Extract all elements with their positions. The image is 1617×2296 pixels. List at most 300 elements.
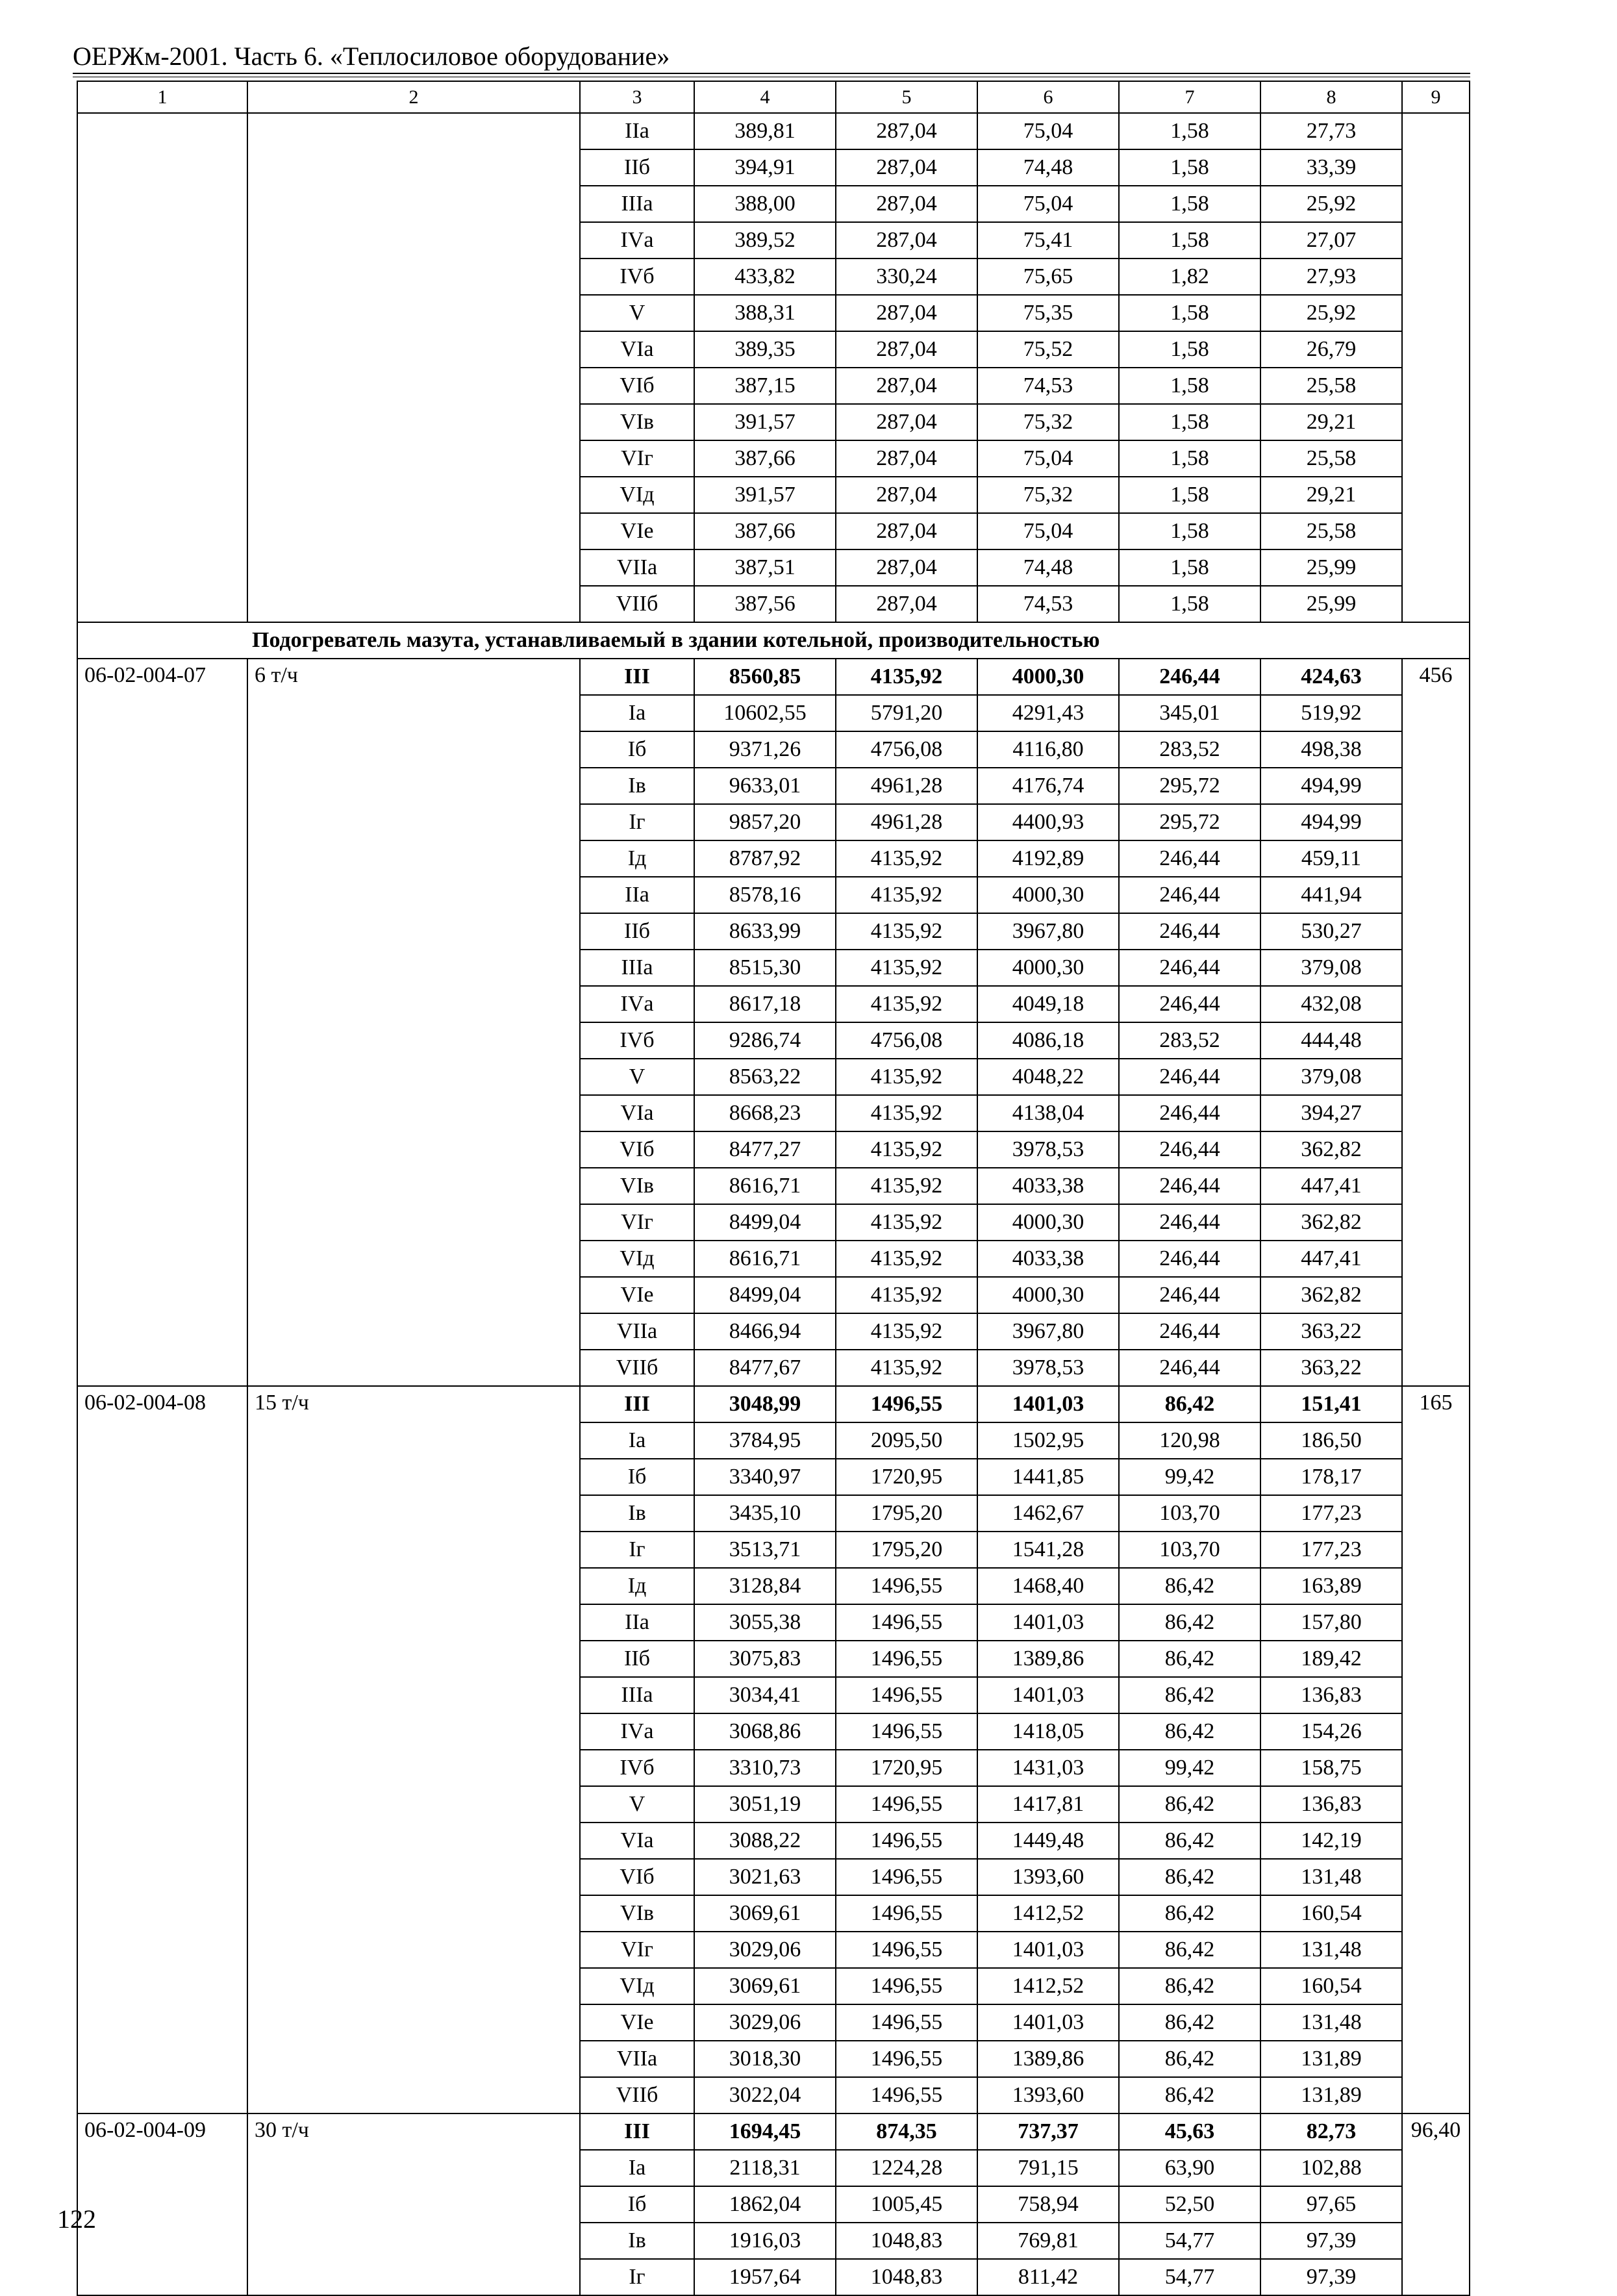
table-cell: 3978,53 bbox=[977, 1131, 1119, 1168]
code-cell-empty bbox=[77, 113, 247, 622]
table-cell: IVб bbox=[580, 1750, 694, 1786]
table-cell: 27,73 bbox=[1260, 113, 1402, 149]
table-cell: 86,42 bbox=[1119, 1386, 1260, 1422]
table-cell: 246,44 bbox=[1119, 1095, 1260, 1131]
table-cell: 75,41 bbox=[977, 222, 1119, 259]
table-cell: 287,04 bbox=[836, 477, 977, 513]
table-cell: 287,04 bbox=[836, 368, 977, 404]
table-cell: Iб bbox=[580, 1459, 694, 1495]
table-cell: 295,72 bbox=[1119, 768, 1260, 804]
table-cell: 441,94 bbox=[1260, 877, 1402, 913]
table-cell: 86,42 bbox=[1119, 1968, 1260, 2004]
table-cell: 26,79 bbox=[1260, 331, 1402, 368]
table-cell: 151,41 bbox=[1260, 1386, 1402, 1422]
table-cell: 287,04 bbox=[836, 513, 977, 549]
table-cell: 4000,30 bbox=[977, 1277, 1119, 1313]
table-cell: 330,24 bbox=[836, 259, 977, 295]
table-cell: 345,01 bbox=[1119, 695, 1260, 731]
table-cell: 86,42 bbox=[1119, 1786, 1260, 1823]
table-cell: 4961,28 bbox=[836, 768, 977, 804]
table-cell: 1401,03 bbox=[977, 1677, 1119, 1713]
table-cell: 97,65 bbox=[1260, 2186, 1402, 2223]
table-cell: 27,07 bbox=[1260, 222, 1402, 259]
table-cell: 1389,86 bbox=[977, 1641, 1119, 1677]
table-cell: 1720,95 bbox=[836, 1750, 977, 1786]
table-cell: Iа bbox=[580, 695, 694, 731]
table-cell: VIа bbox=[580, 331, 694, 368]
table-cell: 86,42 bbox=[1119, 2077, 1260, 2113]
table-cell: 102,88 bbox=[1260, 2150, 1402, 2186]
table-row bbox=[77, 659, 1470, 695]
section-title-row bbox=[77, 622, 1470, 659]
table-cell: 1,58 bbox=[1119, 549, 1260, 586]
table-cell: IIIа bbox=[580, 950, 694, 986]
table-cell: 4135,92 bbox=[836, 1168, 977, 1204]
column-header: 9 bbox=[1402, 81, 1470, 113]
column-header: 5 bbox=[836, 81, 977, 113]
table-cell: 287,04 bbox=[836, 404, 977, 440]
table-cell: 157,80 bbox=[1260, 1604, 1402, 1641]
table-cell: IVа bbox=[580, 222, 694, 259]
item-name: 15 т/ч bbox=[247, 1386, 580, 2113]
table-cell: 246,44 bbox=[1119, 1241, 1260, 1277]
table-cell: 1496,55 bbox=[836, 1641, 977, 1677]
table-cell: 1,58 bbox=[1119, 149, 1260, 186]
table-cell: 75,32 bbox=[977, 404, 1119, 440]
table-cell: 1,58 bbox=[1119, 186, 1260, 222]
table-cell: 8633,99 bbox=[694, 913, 836, 950]
table-cell: 8466,94 bbox=[694, 1313, 836, 1350]
table-cell: 246,44 bbox=[1119, 950, 1260, 986]
table-cell: 8499,04 bbox=[694, 1204, 836, 1241]
table-cell: 1496,55 bbox=[836, 2004, 977, 2041]
table-cell: 2095,50 bbox=[836, 1422, 977, 1459]
column-header: 1 bbox=[77, 81, 247, 113]
table-cell: 75,04 bbox=[977, 513, 1119, 549]
table-cell: 1694,45 bbox=[694, 2113, 836, 2150]
table-cell: 75,04 bbox=[977, 113, 1119, 149]
table-cell: 74,53 bbox=[977, 368, 1119, 404]
table-cell: 1,58 bbox=[1119, 477, 1260, 513]
table-cell: VIв bbox=[580, 1895, 694, 1932]
item-code: 06-02-004-07 bbox=[77, 659, 247, 1386]
table-cell: VIе bbox=[580, 513, 694, 549]
table-cell: 4135,92 bbox=[836, 1131, 977, 1168]
table-cell: 769,81 bbox=[977, 2223, 1119, 2259]
table-cell: V bbox=[580, 295, 694, 331]
table-cell: 391,57 bbox=[694, 477, 836, 513]
table-cell: 8477,27 bbox=[694, 1131, 836, 1168]
table-cell: III bbox=[580, 2113, 694, 2150]
table-cell: 4135,92 bbox=[836, 1095, 977, 1131]
table-cell: 246,44 bbox=[1119, 659, 1260, 695]
table-cell: 1496,55 bbox=[836, 1895, 977, 1932]
table-cell: 4961,28 bbox=[836, 804, 977, 840]
table-cell: 86,42 bbox=[1119, 1677, 1260, 1713]
table-cell: 389,35 bbox=[694, 331, 836, 368]
table-cell: VIIб bbox=[580, 586, 694, 622]
table-cell: 1,58 bbox=[1119, 295, 1260, 331]
item-code: 06-02-004-09 bbox=[77, 2113, 247, 2295]
table-cell: 287,04 bbox=[836, 222, 977, 259]
table-cell: Iб bbox=[580, 2186, 694, 2223]
table-cell: 494,99 bbox=[1260, 804, 1402, 840]
column-header-row bbox=[77, 81, 1470, 113]
table-cell: 387,51 bbox=[694, 549, 836, 586]
item-name: 6 т/ч bbox=[247, 659, 580, 1386]
table-cell: 246,44 bbox=[1119, 1059, 1260, 1095]
table-cell: 1720,95 bbox=[836, 1459, 977, 1495]
table-cell: III bbox=[580, 1386, 694, 1422]
table-cell: 3784,95 bbox=[694, 1422, 836, 1459]
table-cell: 295,72 bbox=[1119, 804, 1260, 840]
table-cell: 1496,55 bbox=[836, 1968, 977, 2004]
table-cell: 9633,01 bbox=[694, 768, 836, 804]
table-cell: 4049,18 bbox=[977, 986, 1119, 1022]
table-cell: 75,35 bbox=[977, 295, 1119, 331]
table-cell: 4135,92 bbox=[836, 1277, 977, 1313]
table-cell: 142,19 bbox=[1260, 1823, 1402, 1859]
table-cell: 45,63 bbox=[1119, 2113, 1260, 2150]
table-cell: IVб bbox=[580, 1022, 694, 1059]
table-cell: 1957,64 bbox=[694, 2259, 836, 2295]
table-cell: 363,22 bbox=[1260, 1350, 1402, 1386]
table-cell: 131,89 bbox=[1260, 2041, 1402, 2077]
table-cell: VIд bbox=[580, 477, 694, 513]
table-cell: 494,99 bbox=[1260, 768, 1402, 804]
table-cell: 86,42 bbox=[1119, 1895, 1260, 1932]
table-cell: 25,58 bbox=[1260, 513, 1402, 549]
table-cell: 75,52 bbox=[977, 331, 1119, 368]
column-header: 6 bbox=[977, 81, 1119, 113]
table-cell: 246,44 bbox=[1119, 1131, 1260, 1168]
table-cell: VIе bbox=[580, 2004, 694, 2041]
table-cell: 74,48 bbox=[977, 149, 1119, 186]
table-cell: 1005,45 bbox=[836, 2186, 977, 2223]
table-cell: 1,58 bbox=[1119, 586, 1260, 622]
table-cell: 4756,08 bbox=[836, 731, 977, 768]
table-cell: 131,48 bbox=[1260, 1859, 1402, 1895]
table-cell: 4135,92 bbox=[836, 1241, 977, 1277]
table-cell: 424,63 bbox=[1260, 659, 1402, 695]
column-header: 3 bbox=[580, 81, 694, 113]
table-cell: 4135,92 bbox=[836, 913, 977, 950]
table-cell: 9371,26 bbox=[694, 731, 836, 768]
table-cell: 3022,04 bbox=[694, 2077, 836, 2113]
table-cell: 444,48 bbox=[1260, 1022, 1402, 1059]
table-cell: 163,89 bbox=[1260, 1568, 1402, 1604]
table-cell: 54,77 bbox=[1119, 2223, 1260, 2259]
table-cell: 25,99 bbox=[1260, 549, 1402, 586]
table-cell: 791,15 bbox=[977, 2150, 1119, 2186]
table-cell: 33,39 bbox=[1260, 149, 1402, 186]
table-cell: 25,92 bbox=[1260, 295, 1402, 331]
table-cell: 1,58 bbox=[1119, 513, 1260, 549]
table-cell: 1412,52 bbox=[977, 1968, 1119, 2004]
table-cell: VIг bbox=[580, 1932, 694, 1968]
table-cell: 1496,55 bbox=[836, 1823, 977, 1859]
table-cell: 1496,55 bbox=[836, 2041, 977, 2077]
item-code: 06-02-004-08 bbox=[77, 1386, 247, 2113]
table-cell: 74,53 bbox=[977, 586, 1119, 622]
table-cell: 387,15 bbox=[694, 368, 836, 404]
table-cell: 4291,43 bbox=[977, 695, 1119, 731]
table-cell: VIIа bbox=[580, 2041, 694, 2077]
item-col9: 456 bbox=[1402, 659, 1470, 1386]
table-cell: 4000,30 bbox=[977, 877, 1119, 913]
table-cell: 177,23 bbox=[1260, 1532, 1402, 1568]
table-cell: 9857,20 bbox=[694, 804, 836, 840]
table-cell: 4756,08 bbox=[836, 1022, 977, 1059]
table-cell: 432,08 bbox=[1260, 986, 1402, 1022]
column-header: 4 bbox=[694, 81, 836, 113]
table-cell: 387,66 bbox=[694, 513, 836, 549]
table-cell: 287,04 bbox=[836, 440, 977, 477]
table-cell: 52,50 bbox=[1119, 2186, 1260, 2223]
table-cell: 362,82 bbox=[1260, 1277, 1402, 1313]
table-cell: 3051,19 bbox=[694, 1786, 836, 1823]
table-cell: 97,39 bbox=[1260, 2259, 1402, 2295]
table-cell: 8616,71 bbox=[694, 1168, 836, 1204]
table-cell: 75,32 bbox=[977, 477, 1119, 513]
table-cell: 1401,03 bbox=[977, 2004, 1119, 2041]
table-cell: VIв bbox=[580, 1168, 694, 1204]
table-cell: 246,44 bbox=[1119, 1313, 1260, 1350]
table-cell: IIб bbox=[580, 149, 694, 186]
table-cell: 86,42 bbox=[1119, 1932, 1260, 1968]
table-cell: 389,52 bbox=[694, 222, 836, 259]
table-cell: 4135,92 bbox=[836, 1059, 977, 1095]
table-cell: 387,66 bbox=[694, 440, 836, 477]
table-cell: 4116,80 bbox=[977, 731, 1119, 768]
table-cell: 4135,92 bbox=[836, 1204, 977, 1241]
table-cell: 387,56 bbox=[694, 586, 836, 622]
table-cell: 530,27 bbox=[1260, 913, 1402, 950]
table-cell: 1496,55 bbox=[836, 1568, 977, 1604]
table-cell: 3088,22 bbox=[694, 1823, 836, 1859]
table-cell: 498,38 bbox=[1260, 731, 1402, 768]
table-cell: 1496,55 bbox=[836, 1859, 977, 1895]
table-cell: 10602,55 bbox=[694, 695, 836, 731]
table-cell: 75,04 bbox=[977, 186, 1119, 222]
table-cell: 189,42 bbox=[1260, 1641, 1402, 1677]
table-cell: 4033,38 bbox=[977, 1168, 1119, 1204]
table-cell: 86,42 bbox=[1119, 2004, 1260, 2041]
table-cell: IIб bbox=[580, 913, 694, 950]
table-cell: 3029,06 bbox=[694, 2004, 836, 2041]
table-cell: 86,42 bbox=[1119, 1641, 1260, 1677]
table-cell: VIб bbox=[580, 1859, 694, 1895]
table-cell: 2118,31 bbox=[694, 2150, 836, 2186]
table-cell: 3018,30 bbox=[694, 2041, 836, 2077]
table-cell: V bbox=[580, 1059, 694, 1095]
table-cell: 388,00 bbox=[694, 186, 836, 222]
table-cell: Iв bbox=[580, 1495, 694, 1532]
table-cell: 394,91 bbox=[694, 149, 836, 186]
table-cell: 82,73 bbox=[1260, 2113, 1402, 2150]
table-cell: 283,52 bbox=[1119, 1022, 1260, 1059]
table-cell: 160,54 bbox=[1260, 1895, 1402, 1932]
table-cell: 1468,40 bbox=[977, 1568, 1119, 1604]
table-cell: III bbox=[580, 659, 694, 695]
table-cell: 27,93 bbox=[1260, 259, 1402, 295]
table-cell: 1449,48 bbox=[977, 1823, 1119, 1859]
table-cell: 4000,30 bbox=[977, 1204, 1119, 1241]
table-cell: 3128,84 bbox=[694, 1568, 836, 1604]
table-cell: 8563,22 bbox=[694, 1059, 836, 1095]
table-cell: 811,42 bbox=[977, 2259, 1119, 2295]
table-cell: 3069,61 bbox=[694, 1895, 836, 1932]
table-cell: 25,99 bbox=[1260, 586, 1402, 622]
table-cell: 3978,53 bbox=[977, 1350, 1119, 1386]
table-cell: 4000,30 bbox=[977, 950, 1119, 986]
table-cell: 131,48 bbox=[1260, 1932, 1402, 1968]
table-cell: 4135,92 bbox=[836, 840, 977, 877]
table-cell: 1389,86 bbox=[977, 2041, 1119, 2077]
table-cell: 158,75 bbox=[1260, 1750, 1402, 1786]
table-cell: VIIб bbox=[580, 2077, 694, 2113]
table-cell: 29,21 bbox=[1260, 404, 1402, 440]
table-cell: 246,44 bbox=[1119, 877, 1260, 913]
table-cell: 86,42 bbox=[1119, 1604, 1260, 1641]
table-cell: 4176,74 bbox=[977, 768, 1119, 804]
table-cell: 1496,55 bbox=[836, 1932, 977, 1968]
table-cell: 4192,89 bbox=[977, 840, 1119, 877]
table-cell: 4135,92 bbox=[836, 950, 977, 986]
table-cell: 3021,63 bbox=[694, 1859, 836, 1895]
table-cell: 287,04 bbox=[836, 295, 977, 331]
table-cell: 3069,61 bbox=[694, 1968, 836, 2004]
table-cell: 8515,30 bbox=[694, 950, 836, 986]
col9-cell-empty bbox=[1402, 113, 1470, 622]
table-cell: IIа bbox=[580, 113, 694, 149]
table-cell: 388,31 bbox=[694, 295, 836, 331]
table-cell: IIIа bbox=[580, 1677, 694, 1713]
table-cell: 394,27 bbox=[1260, 1095, 1402, 1131]
table-cell: 1862,04 bbox=[694, 2186, 836, 2223]
table-cell: 1496,55 bbox=[836, 1386, 977, 1422]
table-cell: 120,98 bbox=[1119, 1422, 1260, 1459]
table-cell: VIб bbox=[580, 368, 694, 404]
table-cell: 3048,99 bbox=[694, 1386, 836, 1422]
table-cell: VIIб bbox=[580, 1350, 694, 1386]
table-cell: VIе bbox=[580, 1277, 694, 1313]
table-cell: 1,82 bbox=[1119, 259, 1260, 295]
table-cell: 1,58 bbox=[1119, 404, 1260, 440]
table-cell: 287,04 bbox=[836, 186, 977, 222]
table-cell: 1502,95 bbox=[977, 1422, 1119, 1459]
table-cell: 8477,67 bbox=[694, 1350, 836, 1386]
table-cell: 25,58 bbox=[1260, 440, 1402, 477]
table-cell: 246,44 bbox=[1119, 913, 1260, 950]
table-cell: 433,82 bbox=[694, 259, 836, 295]
table-cell: 25,92 bbox=[1260, 186, 1402, 222]
table-cell: 4135,92 bbox=[836, 1313, 977, 1350]
table-cell: VIг bbox=[580, 1204, 694, 1241]
table-cell: 1795,20 bbox=[836, 1532, 977, 1568]
table-cell: 447,41 bbox=[1260, 1241, 1402, 1277]
table-cell: 1,58 bbox=[1119, 440, 1260, 477]
table-cell: 3435,10 bbox=[694, 1495, 836, 1532]
table-cell: 519,92 bbox=[1260, 695, 1402, 731]
table-cell: 99,42 bbox=[1119, 1750, 1260, 1786]
table-cell: 177,23 bbox=[1260, 1495, 1402, 1532]
table-cell: 1496,55 bbox=[836, 1604, 977, 1641]
table-cell: 75,65 bbox=[977, 259, 1119, 295]
table-cell: Iв bbox=[580, 2223, 694, 2259]
table-cell: 4135,92 bbox=[836, 986, 977, 1022]
table-cell: 362,82 bbox=[1260, 1204, 1402, 1241]
table-cell: 8787,92 bbox=[694, 840, 836, 877]
table-cell: 283,52 bbox=[1119, 731, 1260, 768]
table-row bbox=[77, 2113, 1470, 2150]
table-cell: 1417,81 bbox=[977, 1786, 1119, 1823]
table-cell: IVб bbox=[580, 259, 694, 295]
table-cell: 1431,03 bbox=[977, 1750, 1119, 1786]
table-cell: VIIа bbox=[580, 549, 694, 586]
table-cell: IVа bbox=[580, 986, 694, 1022]
table-cell: 63,90 bbox=[1119, 2150, 1260, 2186]
table-cell: 3967,80 bbox=[977, 1313, 1119, 1350]
table-cell: IIб bbox=[580, 1641, 694, 1677]
table-cell: IIа bbox=[580, 877, 694, 913]
table-cell: 8499,04 bbox=[694, 1277, 836, 1313]
item-name: 30 т/ч bbox=[247, 2113, 580, 2295]
table-cell: 379,08 bbox=[1260, 1059, 1402, 1095]
table-cell: Iг bbox=[580, 804, 694, 840]
table-cell: IIIа bbox=[580, 186, 694, 222]
table-row bbox=[77, 113, 1470, 149]
table-cell: 3967,80 bbox=[977, 913, 1119, 950]
table-cell: 186,50 bbox=[1260, 1422, 1402, 1459]
table-cell: 1,58 bbox=[1119, 113, 1260, 149]
table-cell: 1496,55 bbox=[836, 2077, 977, 2113]
table-cell: 4135,92 bbox=[836, 1350, 977, 1386]
table-cell: 1496,55 bbox=[836, 1713, 977, 1750]
column-header: 8 bbox=[1260, 81, 1402, 113]
table-cell: 4135,92 bbox=[836, 659, 977, 695]
table-cell: 3029,06 bbox=[694, 1932, 836, 1968]
table-cell: IIа bbox=[580, 1604, 694, 1641]
table-cell: 103,70 bbox=[1119, 1532, 1260, 1568]
table-cell: 4033,38 bbox=[977, 1241, 1119, 1277]
table-cell: 3075,83 bbox=[694, 1641, 836, 1677]
table-cell: 3055,38 bbox=[694, 1604, 836, 1641]
table-cell: 3068,86 bbox=[694, 1713, 836, 1750]
table-cell: VIа bbox=[580, 1095, 694, 1131]
table-cell: 131,89 bbox=[1260, 2077, 1402, 2113]
table-cell: 1,58 bbox=[1119, 368, 1260, 404]
column-header: 7 bbox=[1119, 81, 1260, 113]
table-cell: 1418,05 bbox=[977, 1713, 1119, 1750]
table-cell: 1541,28 bbox=[977, 1532, 1119, 1568]
table-cell: 74,48 bbox=[977, 549, 1119, 586]
table-cell: 154,26 bbox=[1260, 1713, 1402, 1750]
price-table bbox=[77, 81, 1470, 2296]
table-cell: 54,77 bbox=[1119, 2259, 1260, 2295]
table-cell: Iг bbox=[580, 2259, 694, 2295]
table-cell: 287,04 bbox=[836, 549, 977, 586]
table-cell: 1401,03 bbox=[977, 1932, 1119, 1968]
table-cell: Iд bbox=[580, 840, 694, 877]
table-cell: 1393,60 bbox=[977, 2077, 1119, 2113]
table-cell: Iа bbox=[580, 2150, 694, 2186]
table-cell: 1224,28 bbox=[836, 2150, 977, 2186]
table-cell: VIг bbox=[580, 440, 694, 477]
table-cell: 287,04 bbox=[836, 149, 977, 186]
table-cell: 1795,20 bbox=[836, 1495, 977, 1532]
table-cell: 362,82 bbox=[1260, 1131, 1402, 1168]
